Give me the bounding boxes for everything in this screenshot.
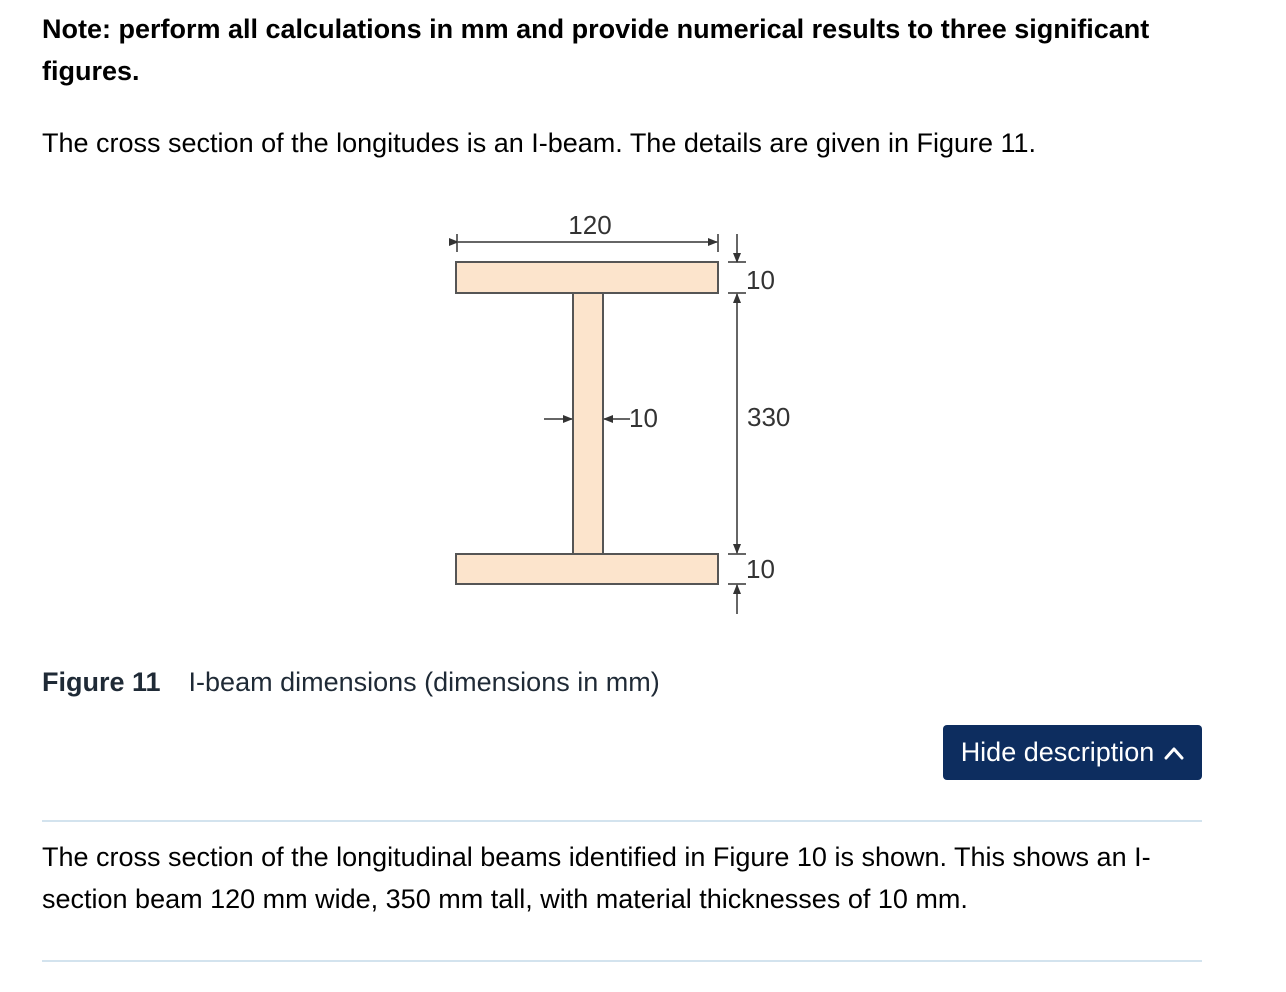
- description-divider-top: [42, 820, 1202, 822]
- dim-top-flange-label: 10: [746, 265, 775, 295]
- top-flange: [456, 262, 718, 293]
- intro-paragraph: The cross section of the longitudes is an I-beam. The details are given in Figure 11.: [42, 128, 1037, 158]
- hide-description-button[interactable]: [943, 725, 1202, 780]
- hide-description-label: Hide description: [960, 737, 1155, 767]
- height-dimension: [728, 234, 746, 614]
- long-description: The cross section of the longitudinal beams identified in Figure 10 is shown. This shows an I-section beam 120 mm wide, 350 mm tall, with material thicknesses of 10 mm.: [42, 842, 1151, 914]
- figure-caption-text: I-beam dimensions (dimensions in mm): [188, 667, 660, 697]
- figure-caption: [42, 662, 660, 702]
- dim-web-label: 10: [629, 403, 658, 433]
- ibeam-shape: [456, 262, 718, 584]
- dim-width-label: 120: [568, 210, 612, 240]
- figure-caption-label: Figure 11: [42, 667, 161, 697]
- chevron-up-icon: [1164, 746, 1184, 760]
- note-text: Note: perform all calculations in mm and provide numerical results to three significant figures.: [42, 14, 1150, 86]
- dim-bottom-flange-label: 10: [746, 554, 775, 584]
- dim-web-height-label: 330: [747, 402, 791, 432]
- bottom-flange: [456, 554, 718, 584]
- ibeam-diagram: [440, 198, 820, 628]
- figure-11-ibeam: [440, 198, 820, 628]
- web: [573, 293, 603, 554]
- description-divider-bottom: [42, 960, 1202, 962]
